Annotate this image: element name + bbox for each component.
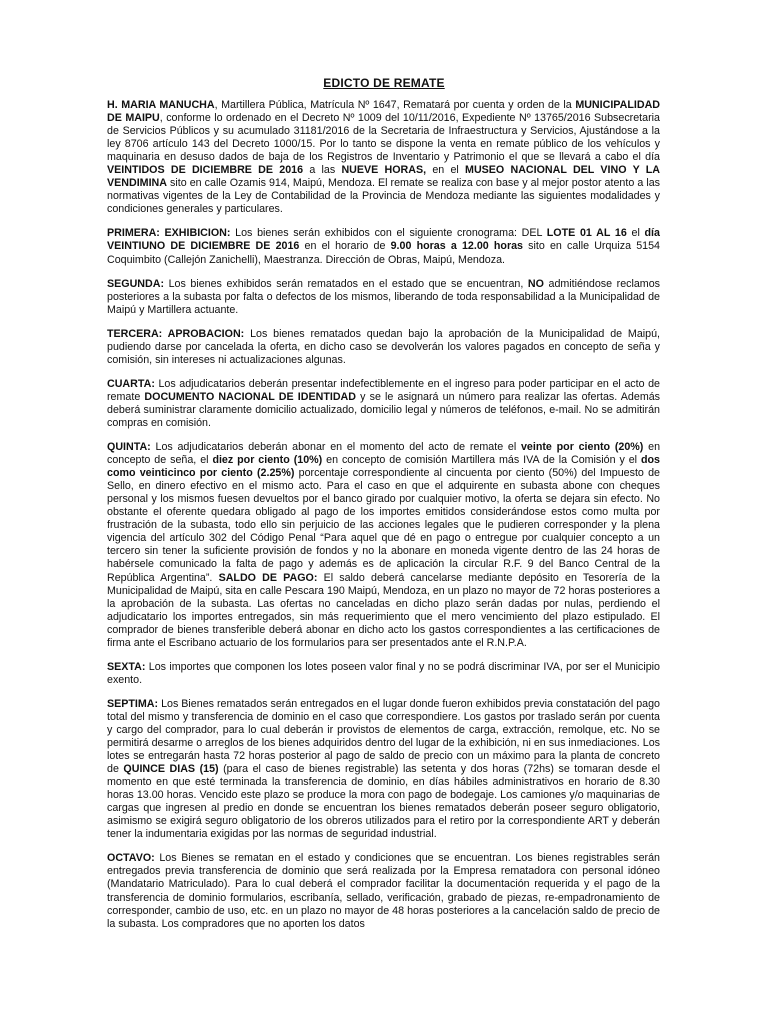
- paragraph-sexta: SEXTA: Los importes que componen los lotes poseen valor final y no se podrá discriminar IVA, por ser el Municipio exento.: [107, 660, 660, 686]
- bold-text: MUSEO NACIONAL DEL VINO Y LA VENDIMINA: [107, 164, 661, 190]
- paragraph-segunda: SEGUNDA: Los bienes exhibidos serán rematados en el estado que se encuentran, NO admitiéndose reclamos posteriores a la subasta por falta o defectos de los mismos, liberando de toda responsabilidad a la Municipalidad de Maipú y Martillera actuante.: [107, 277, 660, 316]
- bold-text: SEPTIMA:: [107, 697, 159, 710]
- bold-text: NO: [527, 277, 544, 290]
- document-body: [107, 99, 660, 942]
- paragraph-quinta: QUINTA: Los adjudicatarios deberán abonar en el momento del acto de remate el veinte por ciento (20%) en concepto de seña, el diez por ciento (10%) en concepto de comisión Martillera más IVA de la Comisión y el dos como veinticinco por ciento (2.25%) porcentaje correspondiente al cincuenta por ciento (50%) del Impuesto de Sello, en dinero efectivo en el mismo acto. Para el caso en que el adquirente en subasta abone con cheques personal y los mismos fuesen devueltos por el banco girado por cualquier motivo, la oferta se dejara sin efecto. No obstante el oferente quedara obligado al pago de los importes emitidos considerándose estos como multa por frustración de la subasta, todo ello sin perjuicio de las acciones legales que le pudieren corresponder y la plena vigencia del artículo 302 del Código Penal “Para aquel que dé en pago o entregue por cualquier concepto a un tercero sin tener la suficiente provisión de fondos y no la abonare en moneda vigente dentro de las 24 horas de habérsele comunicado la falta de pago y además es de aplicación la circular R.F. 9 del Banco Central de la República Argentina”. SALDO DE PAGO: El saldo deberá cancelarse mediante depósito en Tesorería de la Municipalidad de Maipú, sita en calle Pescara 190 Maipú, Mendoza, en un plazo no mayor de 72 horas posteriores a la aprobación de la subasta. Las ofertas no canceladas en dicho plazo serán dadas por nulas, perdiendo el adjudicatario los importes entregados, sin más requerimiento que el mero vencimiento del plazo estipulado. El comprador de bienes transferible deberá abonar en dicho acto los gastos correspondientes a las certificaciones de firma ante el Escribano actuario de los formularios para ser presentados ante el R.N.P.A.: [107, 441, 661, 649]
- bold-text: OCTAVO:: [107, 852, 155, 865]
- paragraph-tercera: TERCERA: APROBACION: Los bienes rematados quedan bajo la aprobación de la Municipalidad de Maipú, pudiendo darse por cancelada la oferta, en dicho caso se devolverán los valores pagados en concepto de seña y comisión, sin intereses ni actualizaciones algunas.: [107, 327, 660, 366]
- paragraph-intro: H. MARIA MANUCHA, Martillera Pública, Matrícula Nº 1647, Rematará por cuenta y orden de la MUNICIPALIDAD DE MAIPU, conforme lo ordenado en el Decreto Nº 1009 del 10/11/2016, Expediente Nº 13765/2016 Subsecretaria de Servicios Públicos y su acumulado 31181/2016 de la Secretaria de Infraestructura y Servicios, Ajustándose a la ley 8706 artículo 143 del Decreto 1000/15. Por lo tanto se dispone la venta en remate público de los vehículos y maquinaria en desuso dados de baja de los Registros de Inventario y Patrimonio el que se llevará a cabo el día VEINTIDOS DE DICIEMBRE DE 2016 a las NUEVE HORAS, en el MUSEO NACIONAL DEL VINO Y LA VENDIMINA sito en calle Ozamis 914, Maipú, Mendoza. El remate se realiza con base y al mejor postor atento a las normativas vigentes de la Ley de Contabilidad de la Provincia de Mendoza mediante las siguientes modalidades y condiciones generales y particulares.: [107, 99, 661, 216]
- bold-text: TERCERA: APROBACION:: [107, 327, 245, 340]
- paragraph-primera: PRIMERA: EXHIBICION: Los bienes serán exhibidos con el siguiente cronograma: DEL LOTE 01 AL 16 el día VEINTIUNO DE DICIEMBRE DE 2016 en el horario de 9.00 horas a 12.00 horas sito en calle Urquiza 5154 Coquimbito (Callejón Zanichelli), Maestranza. Dirección de Obras, Maipú, Mendoza.: [107, 227, 660, 266]
- bold-text: 9.00 horas a 12.00 horas: [390, 240, 523, 253]
- paragraph-septima: SEPTIMA: Los Bienes rematados serán entregados en el lugar donde fueron exhibidos previa constatación del pago total del mismo y transferencia de dominio en el caso que correspondiere. Los gastos por traslado serán por cuenta y cargo del comprador, para lo cual deberán ir provistos de elementos de carga, extracción, remolque, etc. No se permitirá desarme o arreglos de los bienes adquiridos dentro del lugar de la exhibición, ni en sus inmediaciones. Los lotes se entregarán hasta 72 horas posterior al pago de saldo de precio con un máximo para la planta de concreto de QUINCE DIAS (15) (para el caso de bienes registrable) las setenta y dos horas (72hs) se tomaran desde el momento en que esté terminada la transferencia de dominio, en días hábiles administrativos en horario de 8.30 horas 13.00 horas. Vencido este plazo se produce la mora con pago de bodegaje. Los camiones y/o maquinarias de cargas que ingresen al predio en donde se encuentran los bienes rematados deberán poseer seguro obligatorio, asimismo se exigirá seguro obligatorio de los obreros utilizados para el retiro por la correspondiente ART y deberán tener la indumentaria exigidas por las normas de seguridad industrial.: [107, 697, 661, 841]
- bold-text: LOTE 01 AL 16: [546, 227, 627, 240]
- bold-text: NUEVE HORAS,: [341, 164, 427, 177]
- paragraph-octavo: OCTAVO: Los Bienes se rematan en el estado y condiciones que se encuentran. Los bienes registrables serán entregados previa transferencia de dominio que será realizada por la Empresa rematadora con personal idóneo (Mandatario Matriculado). Para lo cual deberá el comprador facilitar la documentación requerida y el pago de la transferencia de dominio formularios, escribanía, sellado, verificación, grabado de piezas, re-empadronamiento de corresponder, cambio de uso, etc. en un plazo no mayor de 48 horas posteriores a la cancelación saldo de precio de la subasta. Los compradores que no aporten los datos: [107, 852, 660, 930]
- bold-text: SALDO DE PAGO:: [218, 571, 318, 584]
- bold-text: SEGUNDA:: [107, 277, 165, 290]
- bold-text: VEINTIDOS DE DICIEMBRE DE 2016: [107, 164, 304, 177]
- paragraph-cuarta: CUARTA: Los adjudicatarios deberán presentar indefectiblemente en el ingreso para poder participar en el acto de remate DOCUMENTO NACIONAL DE IDENTIDAD y se le asignará un número para realizar las ofertas. Además deberá suministrar claramente domicilio actualizado, domicilio legal y números de teléfonos, e-mail. No se admitirán compras en comisión.: [107, 377, 661, 429]
- bold-text: H. MARIA MANUCHA: [107, 99, 215, 111]
- bold-text: PRIMERA: EXHIBICION:: [107, 227, 231, 240]
- bold-text: SEXTA:: [107, 660, 146, 673]
- bold-text: veinte por ciento (20%): [520, 441, 644, 454]
- bold-text: QUINTA:: [107, 441, 151, 454]
- bold-text: MUNICIPALIDAD DE MAIPU: [107, 99, 661, 125]
- bold-text: diez por ciento (10%): [212, 454, 323, 467]
- bold-text: DOCUMENTO NACIONAL DE IDENTIDAD: [144, 390, 356, 403]
- bold-text: CUARTA:: [107, 377, 155, 390]
- bold-text: QUINCE DIAS (15): [123, 763, 219, 776]
- document-title: EDICTO DE REMATE: [323, 76, 445, 90]
- bold-text: dos como veinticinco por ciento (2.25%): [107, 454, 660, 480]
- bold-text: día VEINTIUNO DE DICIEMBRE DE 2016: [107, 227, 660, 253]
